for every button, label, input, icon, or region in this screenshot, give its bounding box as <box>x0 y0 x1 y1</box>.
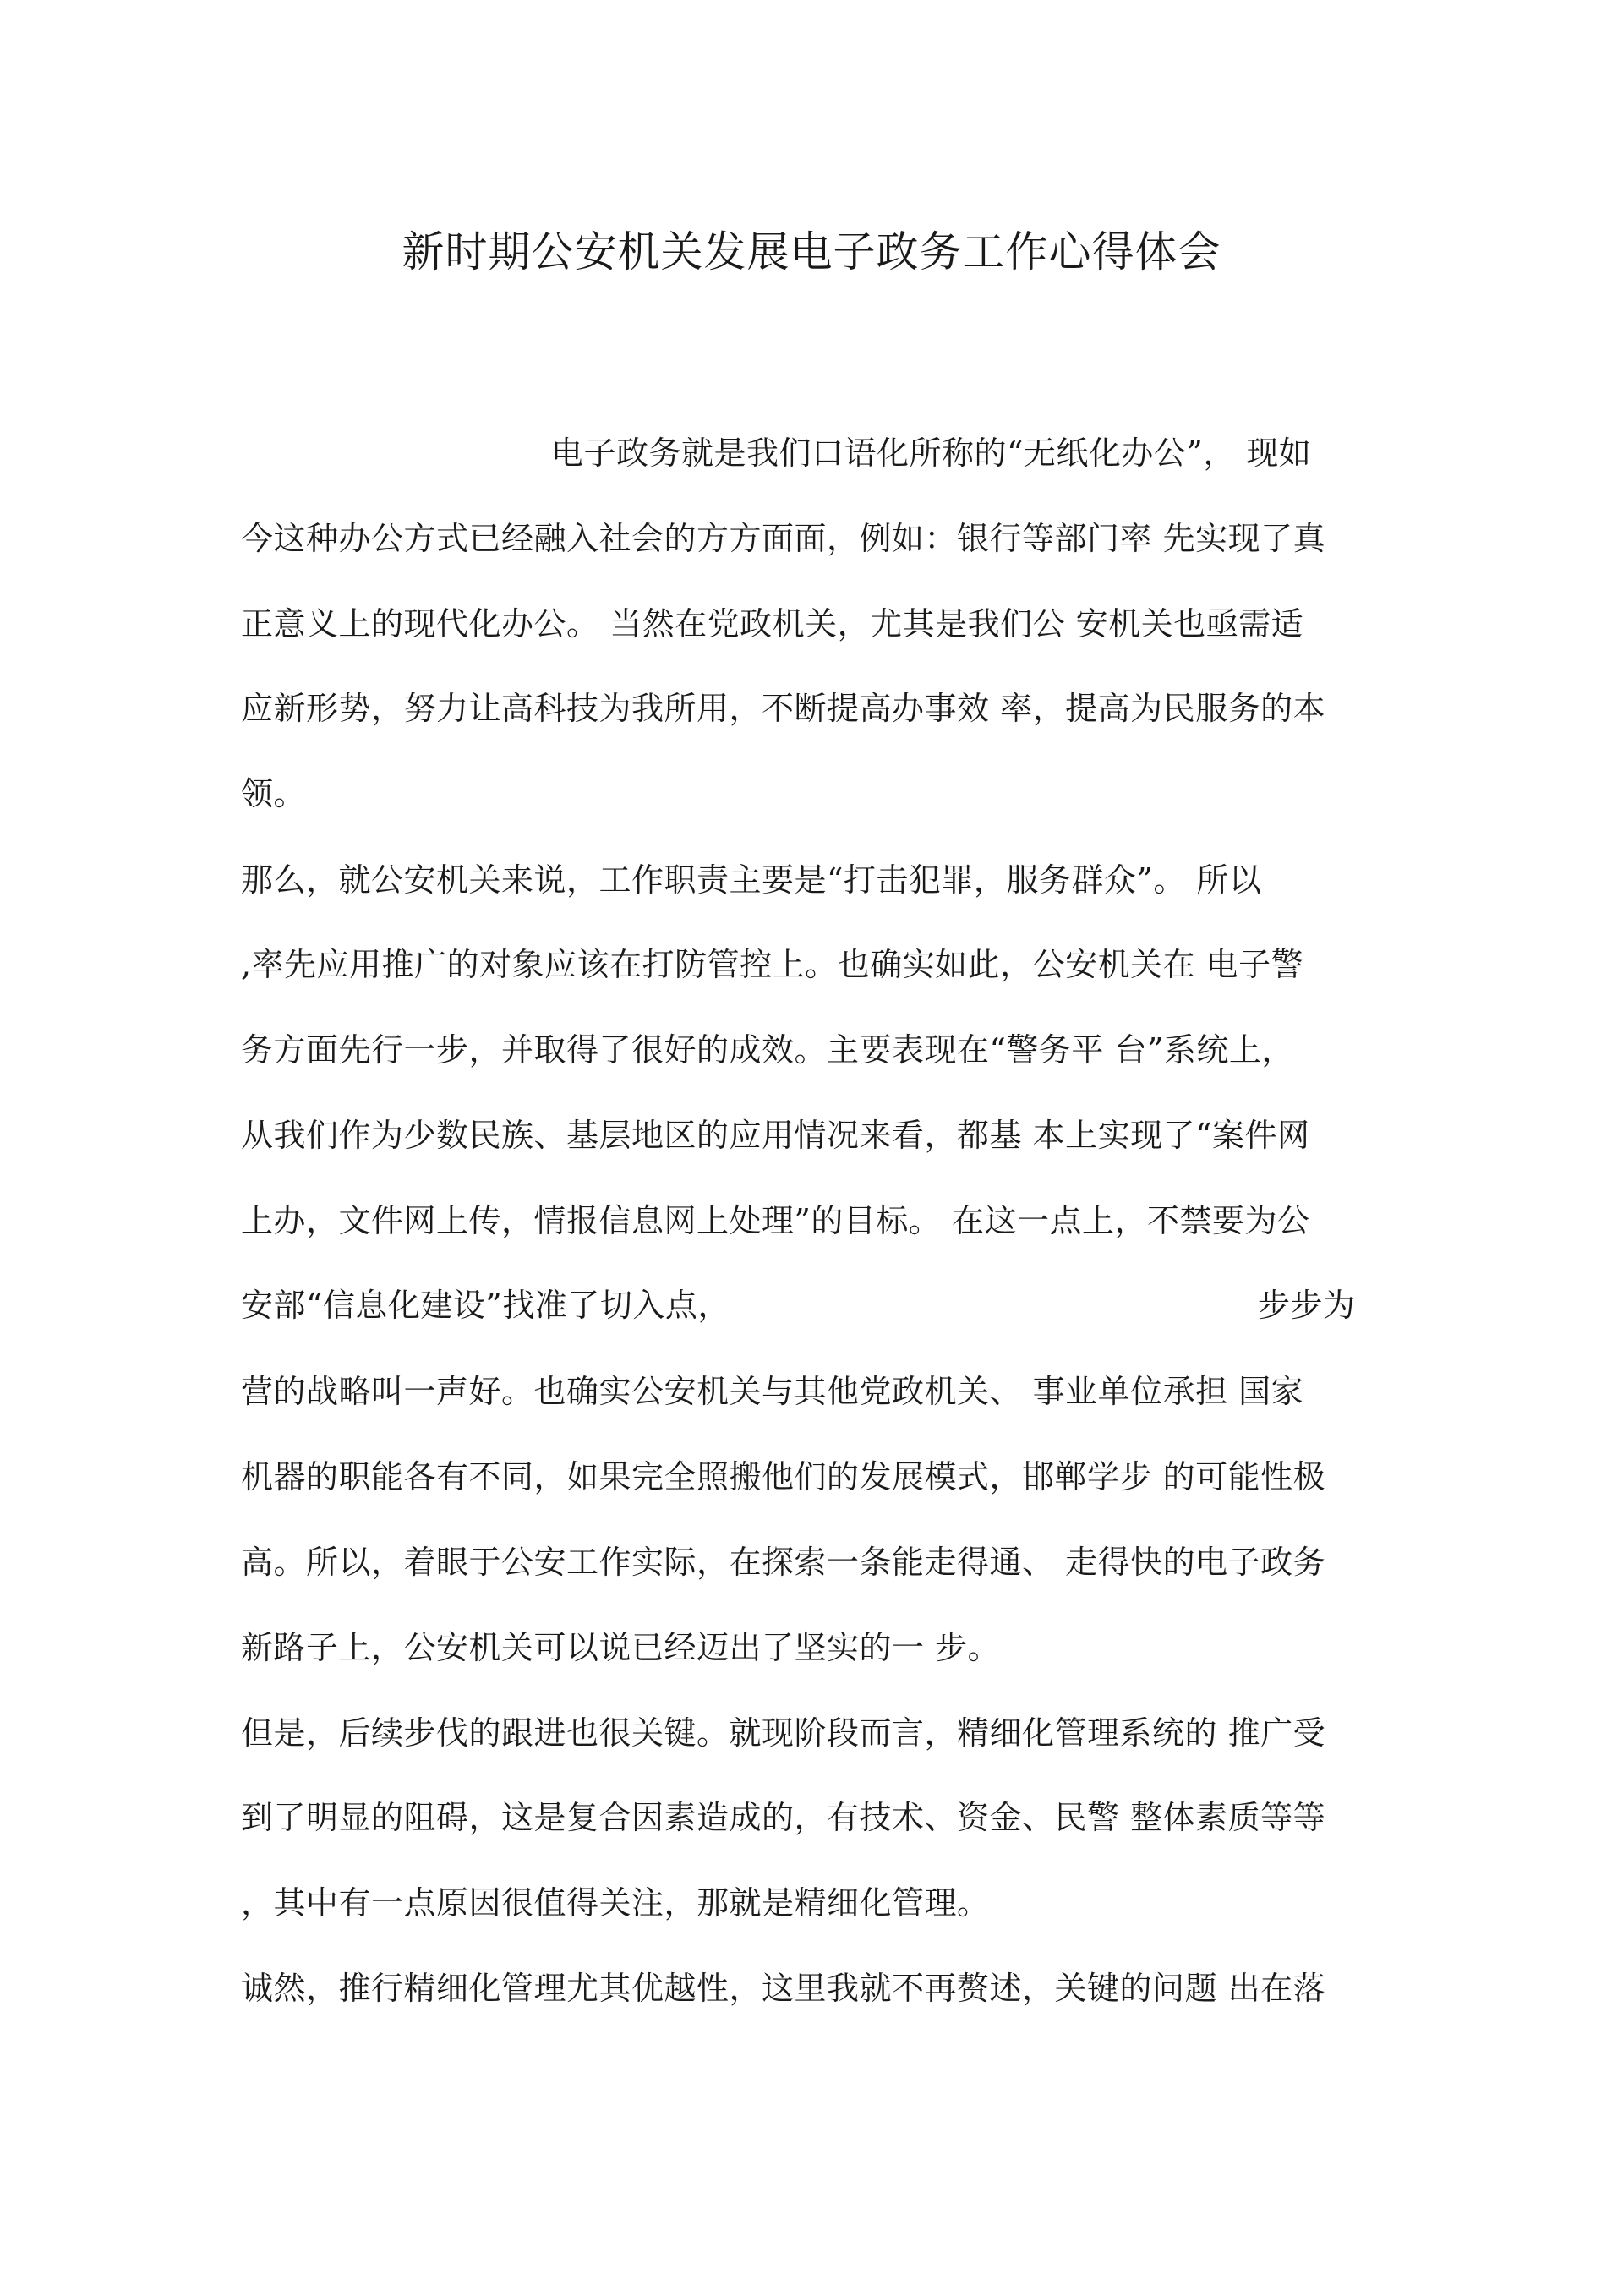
text-line: 领。 <box>241 775 307 812</box>
text-line: 应新形势，努力让高科技为我所用，不断提高办事效 率，提高为民服务的本 <box>241 690 1326 727</box>
text-line: 诚然，推行精细化管理尤其优越性，这里我就不再赘述，关键的问题 出在落 <box>241 1970 1326 2007</box>
text-line: 机器的职能各有不同，如果完全照搬他们的发展模式，邯郸学步 的可能性极 <box>241 1458 1326 1495</box>
text-line: ，其中有一点原因很值得关注，那就是精细化管理。 <box>241 1884 990 1922</box>
text-line: 从我们作为少数民族、基层地区的应用情况来看，都基 本上实现了“案件网 <box>241 1117 1310 1154</box>
text-line: 到了明显的阻碍，这是复合因素造成的，有技术、资金、民警 整体素质等等 <box>241 1799 1326 1836</box>
text-line: 电子政务就是我们口语化所称的“无纸化办公”， 现如 <box>551 435 1312 472</box>
text-line: 那么，就公安机关来说，工作职责主要是“打击犯罪，服务群众”。 所以 <box>241 861 1262 899</box>
text-line: 高。所以，着眼于公安工作实际，在探索一条能走得通、 走得快的电子政务 <box>241 1544 1326 1581</box>
text-line: 上办，文件网上传，情报信息网上处理”的目标。 在这一点上，不禁要为公 <box>241 1202 1310 1239</box>
text-line: 正意义上的现代化办公。 当然在党政机关，尤其是我们公 安机关也亟需适 <box>241 605 1304 642</box>
text-line: 安部“信息化建设”找准了切入点， <box>241 1287 730 1324</box>
text-line: 但是，后续步伐的跟进也很关键。就现阶段而言，精细化管理系统的 推广受 <box>241 1714 1326 1752</box>
text-line: 今这种办公方式已经融入社会的方方面面，例如：银行等部门率 先实现了真 <box>241 520 1326 557</box>
text-line: ,率先应用推广的对象应该在打防管控上。也确实如此，公安机关在 电子警 <box>241 946 1304 983</box>
text-line: 营的战略叫一声好。也确实公安机关与其他党政机关、 事业单位承担 国家 <box>241 1373 1304 1410</box>
document-title: 新时期公安机关发展电子政务工作心得体会 <box>402 227 1221 276</box>
text-line: 新路子上，公安机关可以说已经迈出了坚实的一 步。 <box>241 1629 1001 1666</box>
text-line: 务方面先行一步，并取得了很好的成效。主要表现在“警务平 台”系统上， <box>241 1031 1294 1069</box>
text-line: 步步为 <box>1258 1287 1356 1324</box>
